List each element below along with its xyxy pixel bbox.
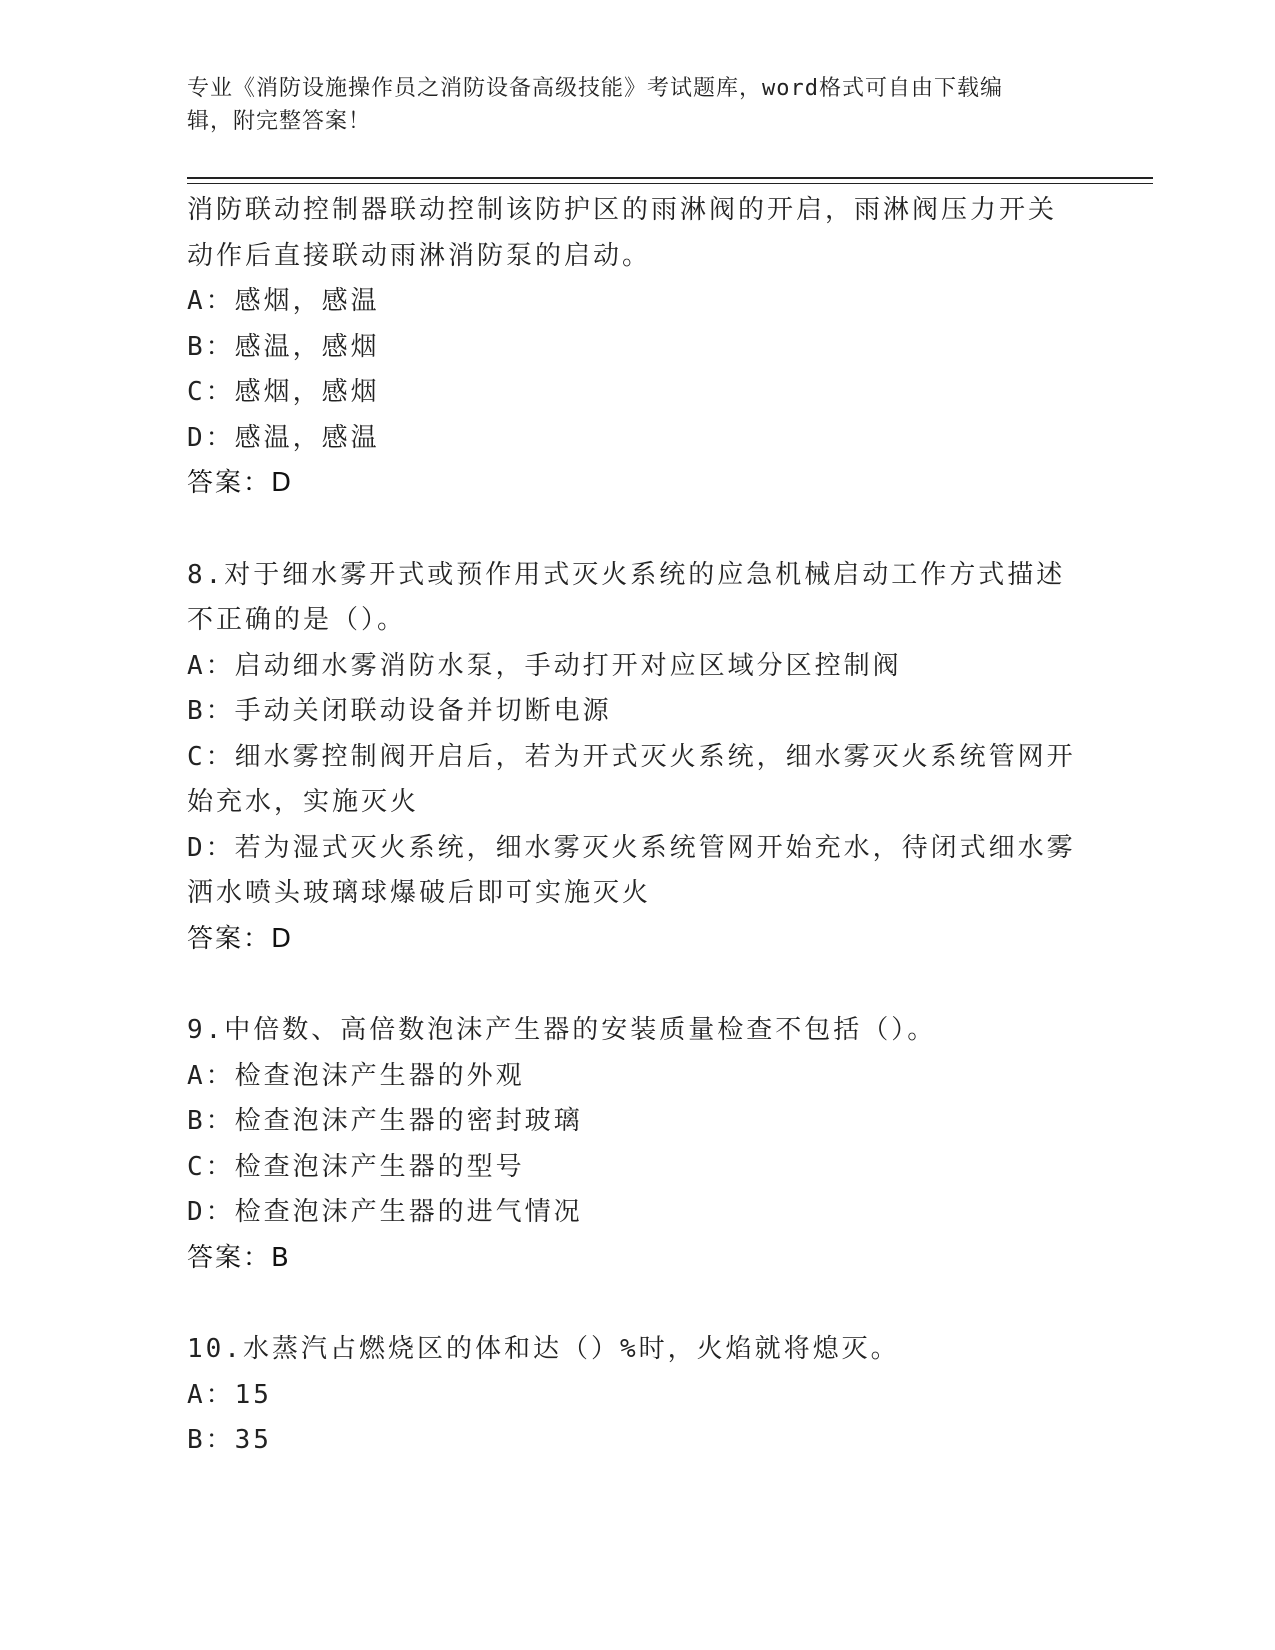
option-a: A：检查泡沫产生器的外观 [187,1060,525,1091]
header-divider-thin [187,183,1153,184]
question-block-8 [187,553,1087,963]
spacer [187,507,1087,553]
spacer [187,962,1087,1008]
spacer [187,1281,1087,1327]
option-a: A：感烟，感温 [187,286,380,316]
document-header [187,72,1087,138]
option-d: D：若为湿式灭火系统，细水雾灭火系统管网开始充水，待闭式细水雾 [187,832,1076,863]
option-c: C：检查泡沫产生器的型号 [187,1151,525,1182]
question-block-previous [187,188,1087,507]
option-c: C：感烟，感烟 [187,377,380,407]
header-line-1: 专业《消防设施操作员之消防设备高级技能》考试题库，word格式可自由下载编 [187,76,1003,101]
question-stem-line: 9.中倍数、高倍数泡沫产生器的安装质量检查不包括（）。 [187,1015,937,1045]
document-body [187,188,1087,1464]
option-d: D：感温，感温 [187,422,380,453]
option-a: A：启动细水雾消防水泵，手动打开对应区域分区控制阀 [187,650,902,681]
question-block-9 [187,1008,1087,1281]
answer-line: 答案：B [187,1242,291,1273]
answer-line: 答案：D [187,923,294,954]
answer-line: 答案：D [187,468,294,498]
option-b: B：检查泡沫产生器的密封玻璃 [187,1106,583,1136]
option-a: A：15 [187,1379,272,1410]
question-stem-line: 10.水蒸汽占燃烧区的体和达（）%时，火焰就将熄灭。 [187,1334,900,1364]
question-stem-line: 动作后直接联动雨淋消防泵的启动。 [187,240,652,271]
option-c-continued: 始充水，实施灭火 [187,787,420,817]
question-stem-line: 不正确的是（）。 [187,605,407,635]
question-stem-line: 消防联动控制器联动控制该防护区的雨淋阀的开启，雨淋阀压力开关 [187,195,1058,225]
option-b: B：35 [187,1425,272,1455]
header-line-2: 辑，附完整答案！ [187,109,372,134]
option-c: C：细水雾控制阀开启后，若为开式灭火系统，细水雾灭火系统管网开 [187,741,1076,772]
option-d-continued: 洒水喷头玻璃球爆破后即可实施灭火 [187,878,652,908]
header-divider-thick [187,177,1153,179]
option-d: D：检查泡沫产生器的进气情况 [187,1197,583,1227]
question-stem-line: 8.对于细水雾开式或预作用式灭火系统的应急机械启动工作方式描述 [187,559,1066,590]
option-b: B：感温，感烟 [187,331,380,362]
option-b: B：手动关闭联动设备并切断电源 [187,696,612,726]
question-block-10 [187,1327,1087,1464]
